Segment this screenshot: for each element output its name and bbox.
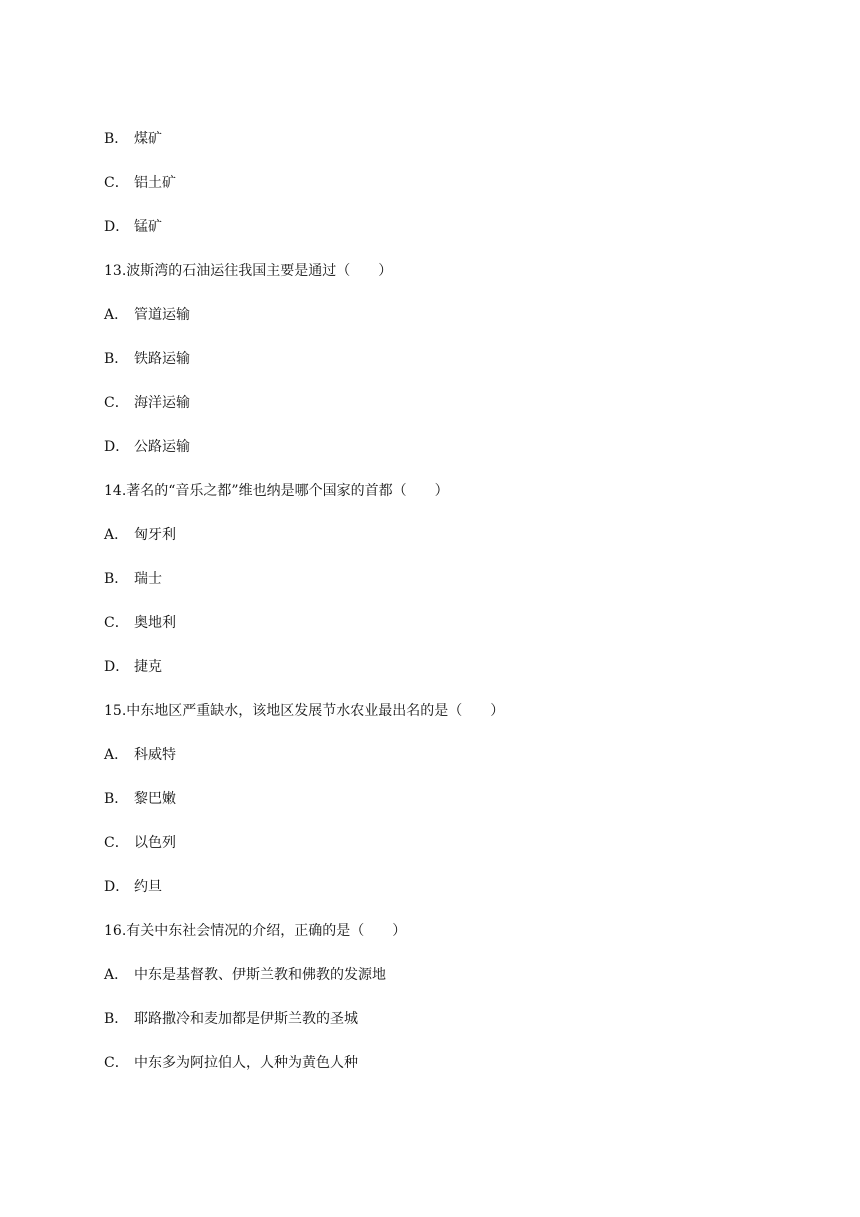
answer-option (104, 218, 162, 236)
answer-option (104, 746, 176, 764)
option-letter: B． (104, 571, 129, 587)
answer-option (104, 1010, 358, 1028)
option-text: 海洋运输 (134, 395, 190, 411)
option-letter: A． (104, 527, 129, 543)
question-text: 13.波斯湾的石油运往我国主要是通过（ ） (104, 263, 393, 279)
option-text: 铁路运输 (134, 351, 190, 367)
option-text: 奥地利 (134, 615, 176, 631)
option-text: 管道运输 (134, 307, 190, 323)
option-letter: C． (104, 1055, 129, 1071)
option-text: 煤矿 (134, 131, 162, 147)
answer-option (104, 526, 176, 544)
question-text: 15.中东地区严重缺水，该地区发展节水农业最出名的是（ ） (104, 703, 505, 719)
answer-option (104, 394, 190, 412)
option-letter: B． (104, 791, 129, 807)
answer-option (104, 174, 176, 192)
option-text: 耶路撒冷和麦加都是伊斯兰教的圣城 (134, 1011, 358, 1027)
option-letter: A． (104, 967, 129, 983)
question-text: 14.著名的“音乐之都”维也纳是哪个国家的首都（ ） (104, 483, 449, 499)
option-text: 瑞士 (134, 571, 162, 587)
option-letter: D． (104, 659, 130, 675)
question-text: 16.有关中东社会情况的介绍，正确的是（ ） (104, 923, 407, 939)
option-text: 匈牙利 (134, 527, 176, 543)
option-letter: C． (104, 175, 129, 191)
option-text: 约旦 (134, 879, 162, 895)
answer-option (104, 306, 190, 324)
option-letter: B． (104, 351, 129, 367)
option-letter: B． (104, 131, 129, 147)
answer-option (104, 966, 386, 984)
option-text: 中东是基督教、伊斯兰教和佛教的发源地 (134, 967, 386, 983)
answer-option (104, 130, 162, 148)
question-stem (104, 482, 449, 500)
answer-option (104, 790, 176, 808)
question-stem (104, 922, 406, 940)
answer-option (104, 1054, 358, 1072)
option-text: 科威特 (134, 747, 176, 763)
answer-option (104, 570, 162, 588)
option-letter: B． (104, 1011, 129, 1027)
option-letter: A． (104, 747, 129, 763)
option-letter: C． (104, 615, 129, 631)
option-text: 公路运输 (134, 439, 190, 455)
option-letter: D． (104, 219, 130, 235)
question-stem (104, 702, 504, 720)
option-letter: D． (104, 879, 130, 895)
answer-option (104, 438, 190, 456)
option-letter: C． (104, 395, 129, 411)
option-text: 铝土矿 (134, 175, 176, 191)
option-text: 捷克 (134, 659, 162, 675)
answer-option (104, 834, 176, 852)
question-stem (104, 262, 392, 280)
answer-option (104, 614, 176, 632)
option-letter: A． (104, 307, 129, 323)
option-text: 以色列 (134, 835, 176, 851)
option-letter: D． (104, 439, 130, 455)
answer-option (104, 878, 162, 896)
answer-option (104, 658, 162, 676)
option-letter: C． (104, 835, 129, 851)
answer-option (104, 350, 190, 368)
option-text: 锰矿 (134, 219, 162, 235)
option-text: 黎巴嫩 (134, 791, 176, 807)
option-text: 中东多为阿拉伯人，人种为黄色人种 (134, 1055, 358, 1071)
